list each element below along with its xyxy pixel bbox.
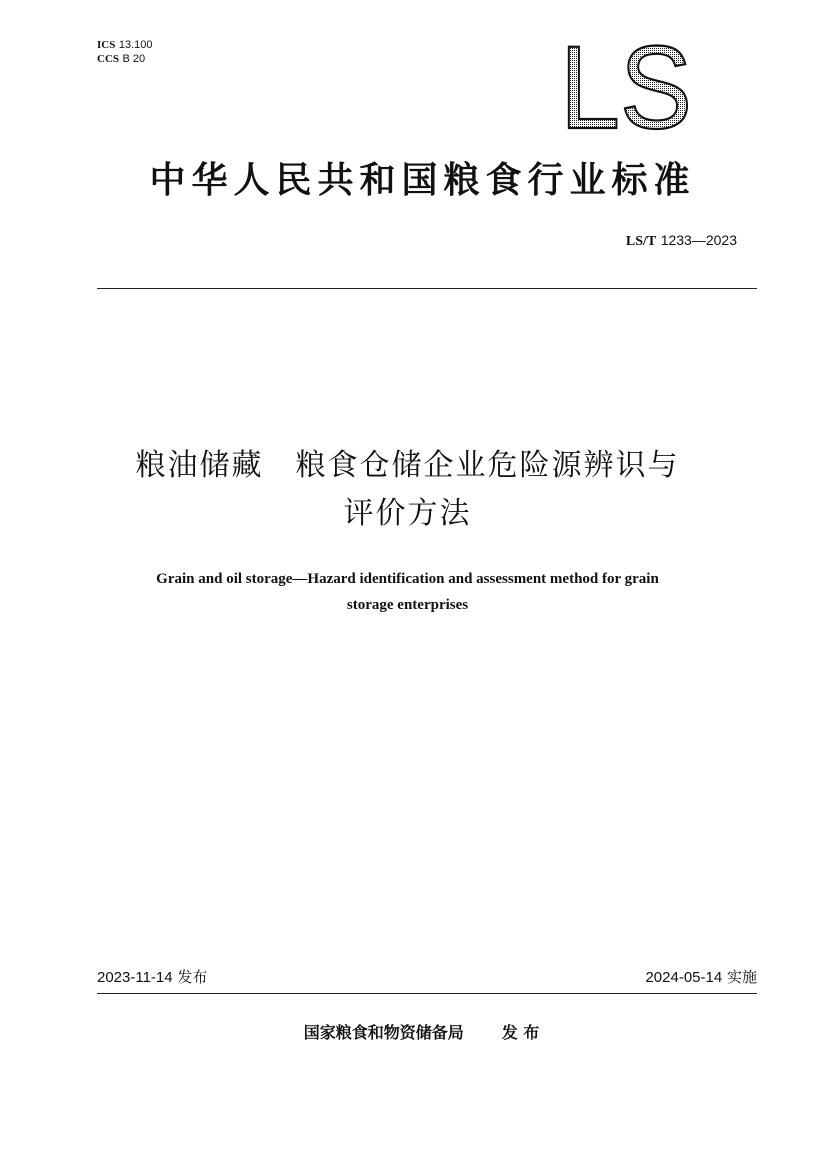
implement-date-value: 2024-05-14 <box>645 969 723 986</box>
ccs-code <box>97 52 153 66</box>
publish-date-value: 2023-11-14 <box>97 969 173 986</box>
ls-logo-text: LS <box>560 38 692 132</box>
english-title-line-2: storage enterprises <box>346 597 469 613</box>
standard-number-value: 1233—2023 <box>660 232 737 248</box>
publish-date <box>97 966 207 987</box>
implement-date <box>645 966 757 987</box>
ccs-value: B 20 <box>122 53 146 65</box>
standard-number <box>626 232 737 250</box>
top-divider <box>97 288 757 289</box>
ics-value: 13.100 <box>118 39 153 51</box>
chinese-title-line-2: 评价方法 <box>343 496 472 531</box>
issue-label: 发 布 <box>501 1023 540 1042</box>
ccs-label: CCS <box>97 53 120 65</box>
chinese-title-line-1: 粮油储藏 粮食仓储企业危险源辨识与 <box>135 448 680 483</box>
standard-number-prefix: LS/T <box>625 234 657 249</box>
ics-code <box>97 38 153 52</box>
implement-date-label: 实施 <box>726 968 757 986</box>
ls-logo <box>556 38 696 132</box>
chinese-title <box>60 442 755 538</box>
ics-label: ICS <box>97 39 116 51</box>
english-title-line-1: Grain and oil storage—Hazard identification and assessment method for grain <box>156 571 659 587</box>
issuing-authority <box>0 1020 815 1043</box>
classification-codes <box>97 38 153 66</box>
standard-category-title: 中华人民共和国粮食行业标准 <box>149 160 696 201</box>
publish-date-label: 发布 <box>177 968 208 986</box>
bottom-divider <box>97 993 757 994</box>
issuer-name: 国家粮食和物资储备局 <box>303 1023 464 1042</box>
english-title <box>60 566 755 618</box>
